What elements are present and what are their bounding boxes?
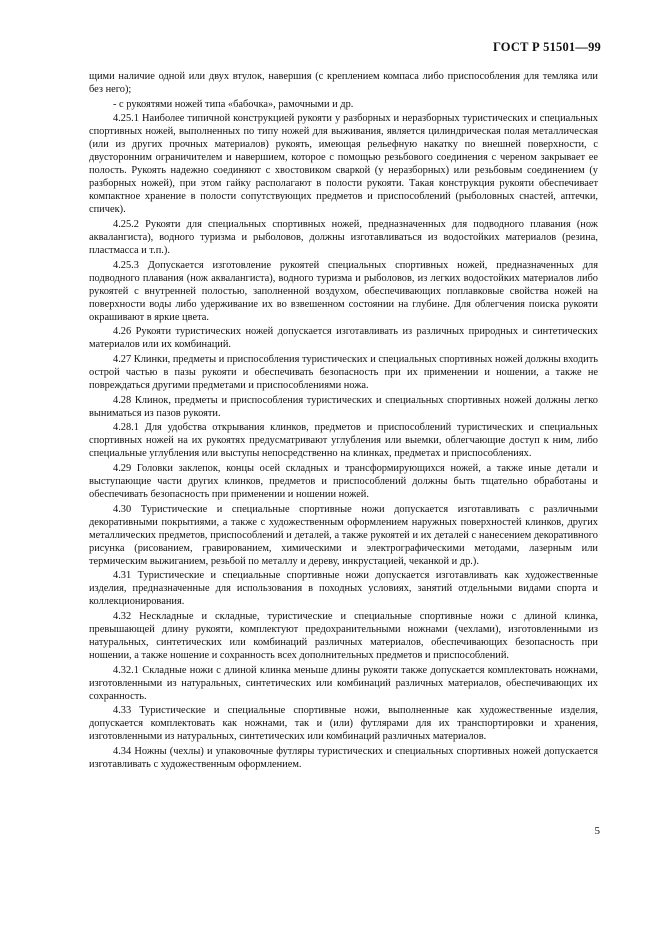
clause-4-29: 4.29 Головки заклепок, концы осей складных и трансформирующихся ножей, а также иные детали и выступающие части других клинков, предметов и приспособлений должны быть тщательно обработаны и обеспечивать безопасность при применении и ношении ножей. <box>89 462 598 500</box>
document-body <box>89 70 598 772</box>
paragraph-continuation: щими наличие одной или двух втулок, навершия (с креплением компаса либо приспособления для темляка или без него); <box>89 71 598 96</box>
page-number: 5 <box>594 825 600 837</box>
clause-4-25-2: 4.25.2 Рукояти для специальных спортивных ножей, предназначенных для подводного плавания (нож аквалангиста), водного туризма и рыболовов, должны изготавливаться из водостойких материалов (резина, пластмасса и т.п.). <box>89 219 598 257</box>
clause-4-32: 4.32 Нескладные и складные, туристические и специальные спортивные ножи с длиной клинка, превышающей длину рукояти, комплектуют предохранительными ножнами (чехлами), изготовленными из натуральных, синтетических или комбинаций различных материалов, обеспечивающих безопасность при ношении, а также ношение и сохранность всех дополнительных предметов и приспособлений. <box>89 610 598 662</box>
clause-4-31: 4.31 Туристические и специальные спортивные ножи допускается изготавливать как художественные изделия, предназначенные для использования в походных условиях, занятий отдельными видами спорта и коллекционирования. <box>89 570 598 608</box>
clause-4-27: 4.27 Клинки, предметы и приспособления туристических и специальных спортивных ножей должны входить острой частью в пазы рукояти и обеспечивать безопасность при их применении и ношении, а также не повреждаться другими предметами и приспособлениями ножа. <box>89 353 598 392</box>
clause-4-34: 4.34 Ножны (чехлы) и упаковочные футляры туристических и специальных спортивных ножей допускается изготавливать с художественным оформлением. <box>89 745 598 770</box>
list-item-butterfly-handles: - с рукоятями ножей типа «бабочка», рамочными и др. <box>113 98 354 110</box>
clause-4-28-1: 4.28.1 Для удобства открывания клинков, предметов и приспособлений туристических и специальных спортивных ножей на их рукоятях предусматривают углубления или выемки, облегчающие доступ к ним, либо специальные углубления или выступы непосредственно на клинках, предметах и приспособлениях. <box>89 422 598 460</box>
clause-4-26: 4.26 Рукояти туристических ножей допускается изготавливать из различных природных и синтетических материалов или их комбинаций. <box>89 326 598 351</box>
clause-4-30: 4.30 Туристические и специальные спортивные ножи допускается изготавливать с различными декоративными покрытиями, а также с художественным оформлением наружных поверхностей клинков, других металлических предметов, приспособлений и деталей, а также рукоятей и их деталей с нанесением декоративного рисунка (рисованием, гравированием, химическими и электрографическими методами, лазерным или термическим выжиганием, резьбой по металлу и дереву, инкрустацией, чеканкой и др.). <box>89 503 598 567</box>
clause-4-32-1: 4.32.1 Складные ножи с длиной клинка меньше длины рукояти также допускается комплектовать ножнами, изготовленными из натуральных, синтетических или комбинаций различных материалов, обеспечивающих их сохранность. <box>89 664 598 702</box>
clause-4-25-3: 4.25.3 Допускается изготовление рукоятей специальных спортивных ножей, предназначенных для подводного плавания (нож аквалангиста), водного туризма и рыболовов, из легких водостойких материалов либо рукоятей с внутренней полостью, заполненной воздухом, обеспечивающих поплавковые свойства ножей на поверхности воды либо удерживание их во взвешенном состоянии на глубине. Для облегчения поиска рукояти окрашивают в яркие цвета. <box>89 259 598 323</box>
clause-4-28: 4.28 Клинок, предметы и приспособления туристических и специальных спортивных ножей должны легко выниматься из пазов рукояти. <box>89 394 598 419</box>
clause-4-25-1: 4.25.1 Наиболее типичной конструкцией рукояти у разборных и неразборных туристических и специальных спортивных ножей, выполненных по типу ножей для выживания, является цилиндрическая полая металлическая (или из других прочных материалов) рукоять, имеющая рельефную накатку по внешней поверхности, с двусторонним ограничителем и навершием, которое с помощью резьбового соединения с череном закрывает ее полость. Рукоять надежно соединяют с хвостовиком сваркой (у неразборных) или резьбовым соединением (у разборных ножей), при этом гайку располагают в полости рукояти. Такая конструкция рукояти обеспечивает компактное хранение в полости сопутствующих предметов и приспособлений (рыболовных снастей, аптечки, спичек). <box>89 113 598 216</box>
clause-4-33: 4.33 Туристические и специальные спортивные ножи, выполненные как художественные изделия, допускается комплектовать как ножнами, так и (или) футлярами для их транспортировки и хранения, изготовленными из натуральных, синтетических или комбинаций различных материалов. <box>89 705 598 743</box>
document-header: ГОСТ Р 51501—99 <box>492 40 601 54</box>
